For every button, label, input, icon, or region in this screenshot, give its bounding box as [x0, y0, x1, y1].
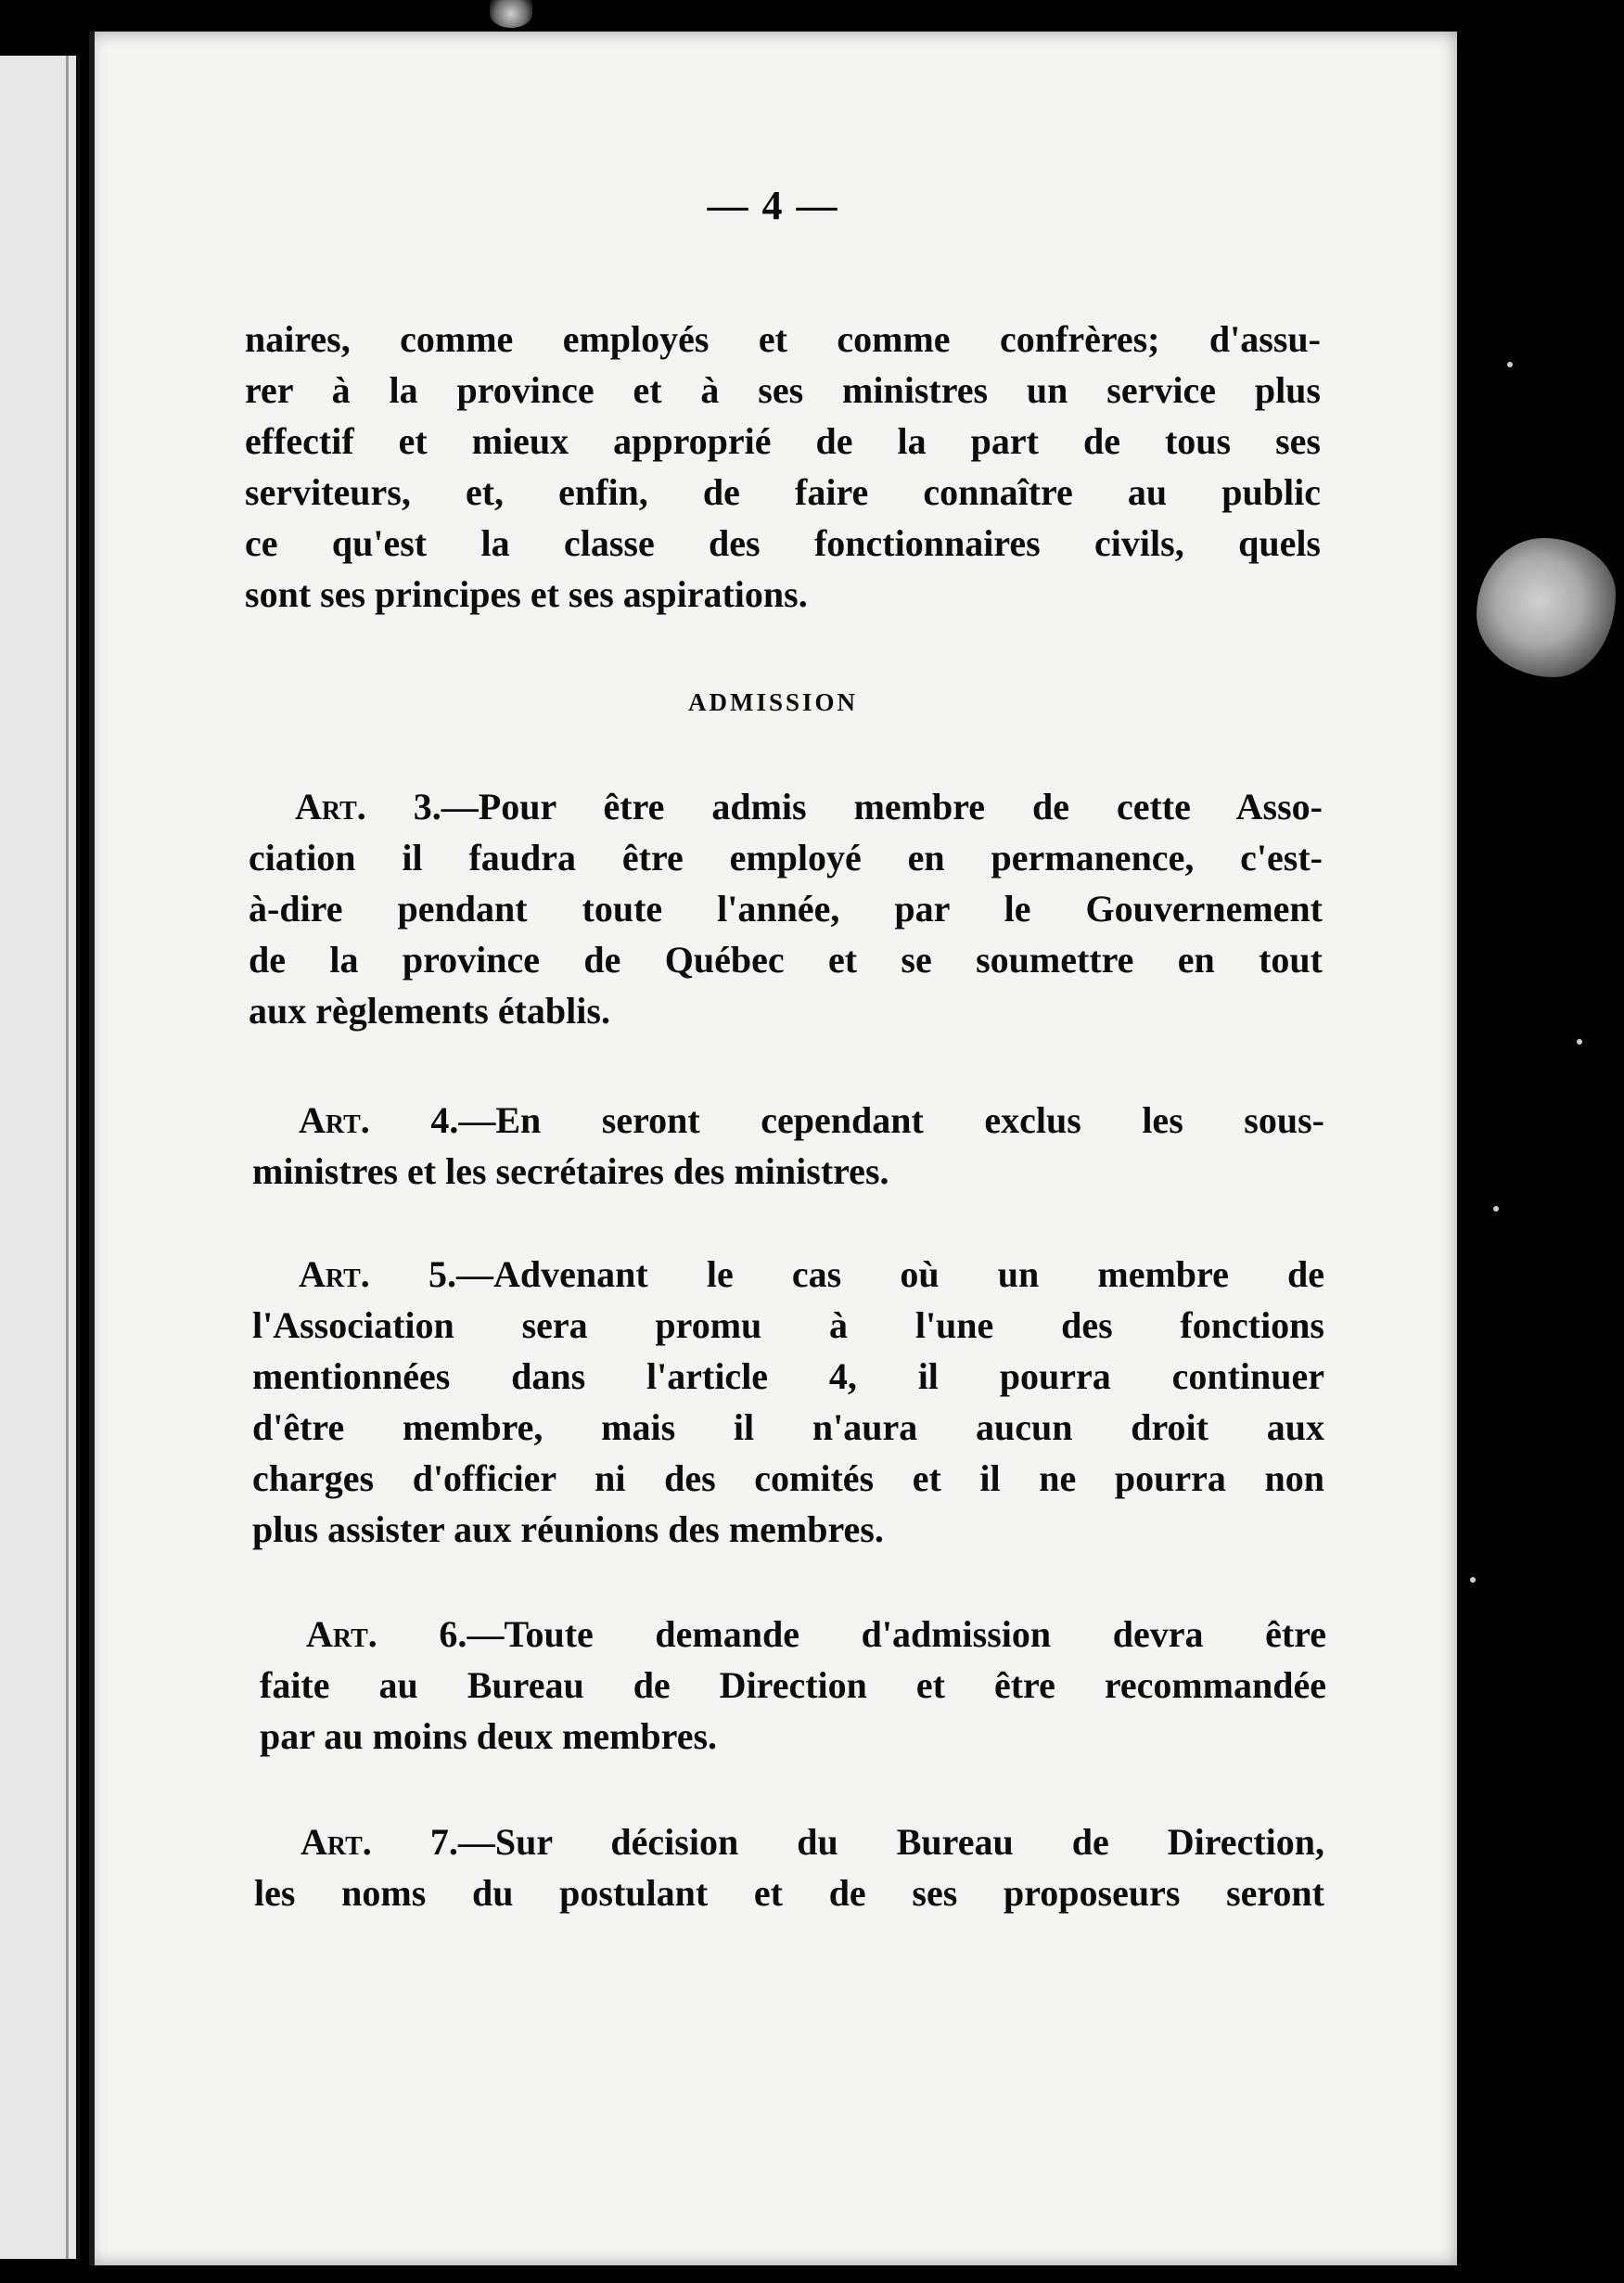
article-3	[249, 781, 1323, 1036]
text-line: —Sur décision du Bureau de Direction,	[457, 1821, 1324, 1863]
text-line: aux règlements établis.	[249, 990, 610, 1032]
article-first-line	[249, 781, 1323, 832]
section-heading: ADMISSION	[687, 688, 859, 716]
dust-speck	[1493, 1206, 1499, 1212]
article-6	[260, 1609, 1326, 1762]
text-line: de la province de Québec et se soumettre en tout	[249, 939, 1323, 981]
article-7	[254, 1816, 1324, 1918]
text-line: ciation il faudra être employé en permanence, c'est-	[249, 837, 1323, 879]
text-line: —Toute demande d'admission devra être	[467, 1613, 1326, 1655]
text-line: serviteurs, et, enfin, de faire connaître au public	[245, 471, 1321, 513]
document-page	[89, 32, 1457, 2265]
text-line: par au moins deux membres.	[260, 1715, 718, 1757]
text-line: —En seront cependant exclus les sous-	[458, 1099, 1324, 1141]
article-first-line	[254, 1816, 1324, 1867]
ink-blot	[1477, 538, 1616, 677]
text-line: —Advenant le cas où un membre de	[455, 1253, 1324, 1295]
text-line: à-dire pendant toute l'année, par le Gouvernement	[249, 888, 1323, 930]
article-first-line	[252, 1249, 1324, 1300]
dust-speck	[1507, 362, 1513, 367]
text-line: ce qu'est la classe des fonctionnaires civils, quels	[245, 522, 1321, 564]
article-first-line	[252, 1095, 1324, 1146]
text-line: sont ses principes et ses aspirations.	[245, 573, 808, 615]
article-label: Art. 7.	[301, 1821, 458, 1863]
text-line: les noms du postulant et de ses proposeurs seront	[254, 1872, 1324, 1914]
article-label: Art. 3.	[295, 786, 441, 827]
dust-speck	[1470, 1577, 1476, 1583]
text-line: effectif et mieux approprié de la part de tous ses	[245, 420, 1321, 462]
article-first-line	[260, 1609, 1326, 1660]
article-5	[252, 1249, 1324, 1555]
dust-speck	[1577, 1039, 1582, 1045]
intro-paragraph	[245, 314, 1321, 620]
text-line: l'Association sera promu à l'une des fonctions	[252, 1304, 1324, 1346]
article-label: Art. 5.	[299, 1253, 456, 1295]
text-line: naires, comme employés et comme confrères; d'assu-	[245, 318, 1321, 360]
text-line: ministres et les secrétaires des ministres.	[252, 1150, 889, 1192]
text-line: plus assister aux réunions des membres.	[252, 1508, 884, 1550]
page-number: — 4 —	[707, 183, 839, 228]
article-4	[252, 1095, 1324, 1197]
text-line: mentionnées dans l'article 4, il pourra continuer	[252, 1355, 1324, 1397]
binding-mark	[490, 0, 532, 28]
text-line: d'être membre, mais il n'aura aucun droit aux	[252, 1406, 1324, 1448]
text-line: rer à la province et à ses ministres un service plus	[245, 369, 1321, 411]
text-line: —Pour être admis membre de cette Asso-	[441, 786, 1323, 827]
text-line: charges d'officier ni des comités et il ne pourra non	[252, 1457, 1324, 1499]
article-label: Art. 4.	[299, 1099, 459, 1141]
facing-page-edge	[0, 56, 80, 2259]
text-line: faite au Bureau de Direction et être recommandée	[260, 1664, 1326, 1706]
article-label: Art. 6.	[306, 1613, 467, 1655]
